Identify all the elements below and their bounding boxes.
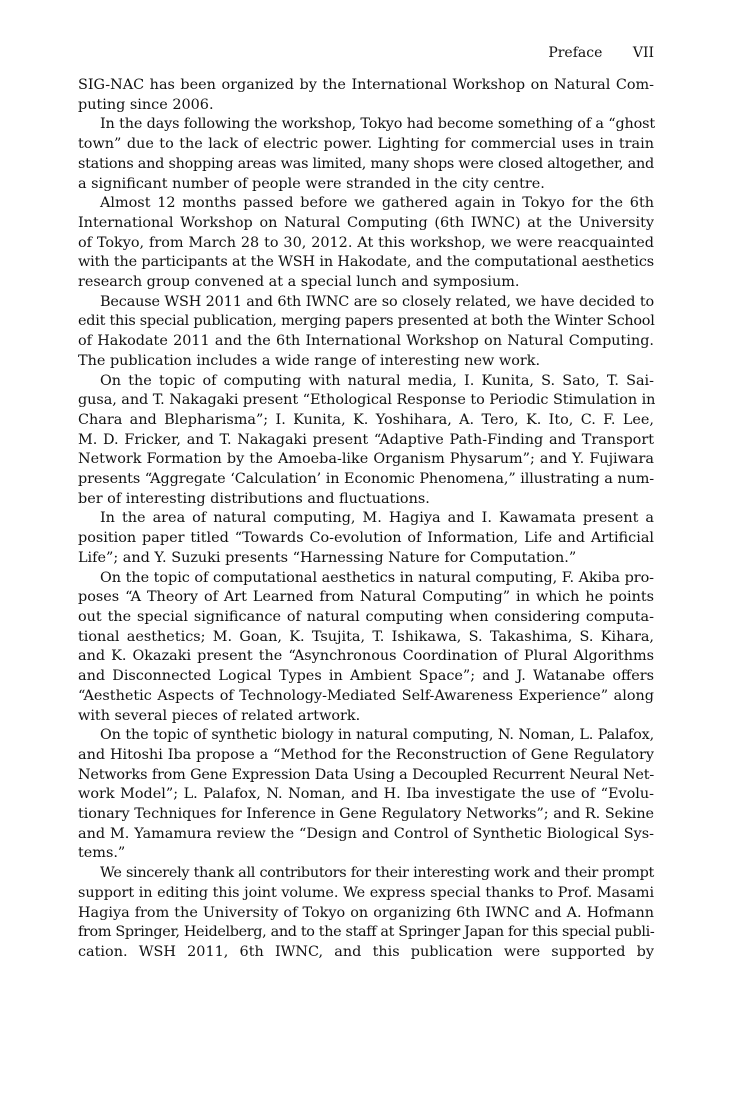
text-line: Networks from Gene Expression Data Using a Decoupled Recurrent Neural Net- [78, 766, 654, 783]
text-line: tems.” [78, 845, 126, 862]
text-line: SIG-NAC has been organized by the International Workshop on Natural Com- [78, 77, 654, 93]
text-line: On the topic of computing with natural media, I. Kunita, S. Sato, T. Sai- [100, 372, 654, 389]
text-line: stations and shopping areas was limited, many shops were closed altogether, and [78, 155, 654, 172]
text-line: We sincerely thank all contributors for their interesting work and their prompt [100, 865, 654, 882]
text-line: edit this special publication, merging papers presented at both the Winter School [78, 313, 655, 330]
text-line: and Disconnected Logical Types in Ambient Space”; and J. Watanabe offers [78, 668, 654, 685]
text-line: with the participants at the WSH in Hakodate, and the computational aesthetics [78, 254, 654, 271]
text-line: Chara and Blepharisma”; I. Kunita, K. Yoshihara, A. Tero, K. Ito, C. F. Lee, [78, 411, 654, 428]
running-head-section: Preface [548, 45, 603, 61]
text-line: support in editing this joint volume. We express special thanks to Prof. Masami [78, 884, 654, 901]
text-line: position paper titled “Towards Co-evolution of Information, Life and Artificial [78, 530, 654, 547]
text-line: with several pieces of related artwork. [78, 707, 361, 724]
text-line: The publication includes a wide range of interesting new work. [78, 352, 541, 369]
text-line: Almost 12 months passed before we gathered again in Tokyo for the 6th [100, 195, 654, 212]
text-line: and M. Yamamura review the “Design and Control of Synthetic Biological Sys- [78, 825, 654, 842]
text-line: presents “Aggregate ‘Calculation’ in Economic Phenomena,” illustrating a num- [78, 471, 654, 488]
text-line: M. D. Fricker, and T. Nakagaki present “Adaptive Path-Finding and Transport [78, 431, 654, 448]
text-line: out the special significance of natural computing when considering computa- [78, 608, 654, 625]
text-line: “Aesthetic Aspects of Technology-Mediated Self-Awareness Experience” along [78, 687, 654, 704]
text-line: On the topic of synthetic biology in natural computing, N. Noman, L. Palafox, [100, 727, 654, 744]
text-line: and K. Okazaki present the “Asynchronous Coordination of Plural Algorithms [78, 648, 654, 665]
text-line: work Model”; L. Palafox, N. Noman, and H. Iba investigate the use of “Evolu- [78, 786, 654, 803]
text-line: puting since 2006. [78, 96, 214, 113]
text-line: Because WSH 2011 and 6th IWNC are so closely related, we have decided to [100, 293, 654, 310]
text-line: poses “A Theory of Art Learned from Natural Computing” in which he points [78, 589, 654, 606]
text-line: from Springer, Heidelberg, and to the staff at Springer Japan for this special publi- [78, 924, 655, 941]
text-line: gusa, and T. Nakagaki present “Ethological Response to Periodic Stimulation in [78, 392, 656, 409]
body-text [78, 76, 654, 963]
text-line: tional aesthetics; M. Goan, K. Tsujita, T. Ishikawa, S. Takashima, S. Kihara, [78, 628, 654, 645]
text-line: On the topic of computational aesthetics in natural computing, F. Akiba pro- [100, 569, 654, 586]
page-number: VII [632, 45, 654, 61]
text-line: Life”; and Y. Suzuki presents “Harnessing Nature for Computation.” [78, 549, 577, 566]
text-line: In the area of natural computing, M. Hagiya and I. Kawamata present a [100, 510, 654, 527]
text-line: of Tokyo, from March 28 to 30, 2012. At this workshop, we were reacquainted [78, 234, 654, 251]
text-line: town” due to the lack of electric power. Lighting for commercial uses in train [78, 136, 654, 153]
text-line: Hagiya from the University of Tokyo on organizing 6th IWNC and A. Hofmann [78, 904, 654, 921]
text-line: Network Formation by the Amoeba-like Organism Physarum”; and Y. Fujiwara [78, 451, 654, 468]
text-line: of Hakodate 2011 and the 6th International Workshop on Natural Computing. [78, 333, 654, 350]
text-line: cation. WSH 2011, 6th IWNC, and this publication were supported by [78, 943, 654, 960]
text-line: a significant number of people were stranded in the city centre. [78, 175, 545, 192]
text-line: and Hitoshi Iba propose a “Method for the Reconstruction of Gene Regulatory [78, 746, 654, 763]
text-line: research group convened at a special lunch and symposium. [78, 274, 520, 291]
text-line: In the days following the workshop, Tokyo had become something of a “ghost [100, 116, 656, 133]
running-head [548, 44, 654, 62]
text-line: International Workshop on Natural Computing (6th IWNC) at the University [78, 214, 654, 231]
text-line: ber of interesting distributions and fluctuations. [78, 490, 430, 507]
text-line: tionary Techniques for Inference in Gene Regulatory Networks”; and R. Sekine [78, 806, 654, 823]
